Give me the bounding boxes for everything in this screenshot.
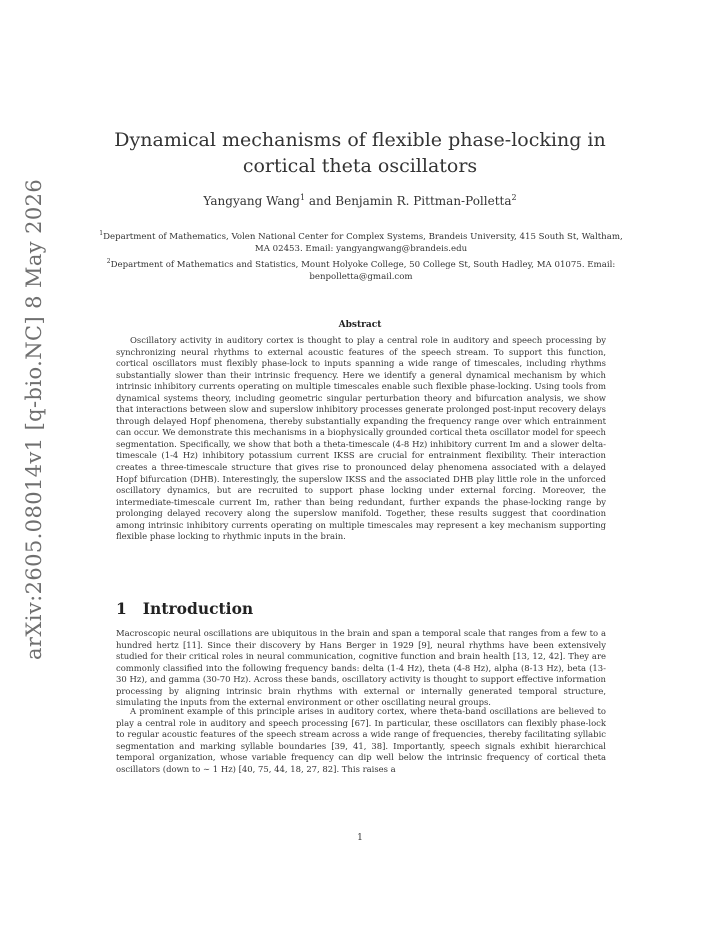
author-list: [88, 193, 632, 208]
affiliations: [96, 228, 626, 284]
section-number: 1: [116, 599, 127, 618]
body-paragraph: A prominent example of this principle arises in auditory cortex, where theta-band oscillations are believed to play a central role in auditory and speech processing [67]. In particular, these oscillators can flexibly phase-lock to regular acoustic features of the speech stream across a wide range of frequencies, thereby facilitating syllabic segmentation and marking syllable boundaries [39, 41, 38]. Importantly, speech signals exhibit hierarchical temporal organization, whose variable frequency can dip well below the intrinsic frequency of cortical theta oscillators (down to ∼ 1 Hz) [40, 75, 44, 18, 27, 82]. This raises a: [116, 706, 606, 774]
affiliation-2: [96, 256, 626, 284]
page-number: 1: [357, 833, 363, 843]
arxiv-identifier-stamp[interactable]: arXiv:2605.08014v1 [q-bio.NC] 8 May 2026: [22, 178, 46, 660]
author-name: Yangyang Wang: [203, 194, 300, 208]
affiliation-text: Department of Mathematics, Volen National Center for Complex Systems, Brandeis University, 415 South St, Waltham, MA 02453. Email: yangyangwang@brandeis.edu: [103, 231, 623, 255]
author-name: Benjamin R. Pittman-Polletta: [335, 194, 512, 208]
author-joiner: and: [305, 194, 336, 208]
affiliation-text: Department of Mathematics and Statistics, Mount Holyoke College, 50 College St, South Hadley, MA 01075. Email: benpolletta@gmail.com: [110, 259, 616, 283]
affiliation-marker: 2: [511, 193, 517, 202]
abstract-heading: Abstract: [338, 320, 382, 330]
section-heading: [116, 599, 253, 618]
affiliation-marker: 1: [299, 193, 306, 202]
body-paragraph: Macroscopic neural oscillations are ubiquitous in the brain and span a temporal scale that ranges from a few to a hundred hertz [11]. Since their discovery by Hans Berger in 1929 [9], neural rhythms have been extensively studied for their critical roles in neural communication, cognitive function and brain health [13, 12, 42]. They are commonly classified into the following frequency bands: delta (1-4 Hz), theta (4-8 Hz), alpha (8-13 Hz), beta (13-30 Hz), and gamma (30-70 Hz). Across these bands, oscillatory activity is thought to support effective information processing by aligning intrinsic brain rhythms with external or internally generated temporal structure, simulating the inputs from the external environment or other oscillating neural groups.: [116, 628, 606, 708]
affiliation-marker: 1: [99, 230, 104, 237]
abstract-body: Oscillatory activity in auditory cortex is thought to play a central role in auditory and speech processing by synchronizing neural rhythms to external acoustic features of the speech stream. To support this function, cortical oscillators must flexibly phase-lock to inputs spanning a wide range of timescales, including rhythms substantially slower than their intrinsic frequency. Here we identify a general dynamical mechanism by which intrinsic inhibitory currents operating on multiple timescales enable such flexible phase-locking. Using tools from dynamical systems theory, including geometric singular perturbation theory and bifurcation analysis, we show that interactions between slow and superslow inhibitory processes generate prolonged post-input recovery delays through delayed Hopf phenomena, thereby substantially expanding the frequency range over which entrainment can occur. We demonstrate this mechanisms in a biophysically grounded cortical theta oscillator model for speech segmentation. Specifically, we show that both a theta-timescale (4-8 Hz) inhibitory current Im and a slower delta-timescale (1-4 Hz) inhibitory potassium current IKSS are crucial for entrainment flexibility. Their interaction creates a three-timescale structure that gives rise to pronounced delay phenomena associated with a delayed Hopf bifurcation (DHB). Interestingly, the superslow IKSS and the associated DHB play little role in the unforced oscillatory dynamics, but are recruited to support phase locking under external forcing. Moreover, the intermediate-timescale current Im, rather than being redundant, further expands the phase-locking range by prolonging delayed recovery along the superslow manifold. Together, these results suggest that coordination among intrinsic inhibitory currents operating on multiple timescales may represent a key mechanism supporting flexible phase locking to rhythmic inputs in the brain.: [116, 335, 606, 542]
affiliation-marker: 2: [106, 257, 111, 265]
affiliation-1: [96, 228, 626, 256]
paper-title: Dynamical mechanisms of flexible phase-locking in cortical theta oscillators: [114, 129, 606, 177]
section-title: Introduction: [142, 599, 254, 618]
